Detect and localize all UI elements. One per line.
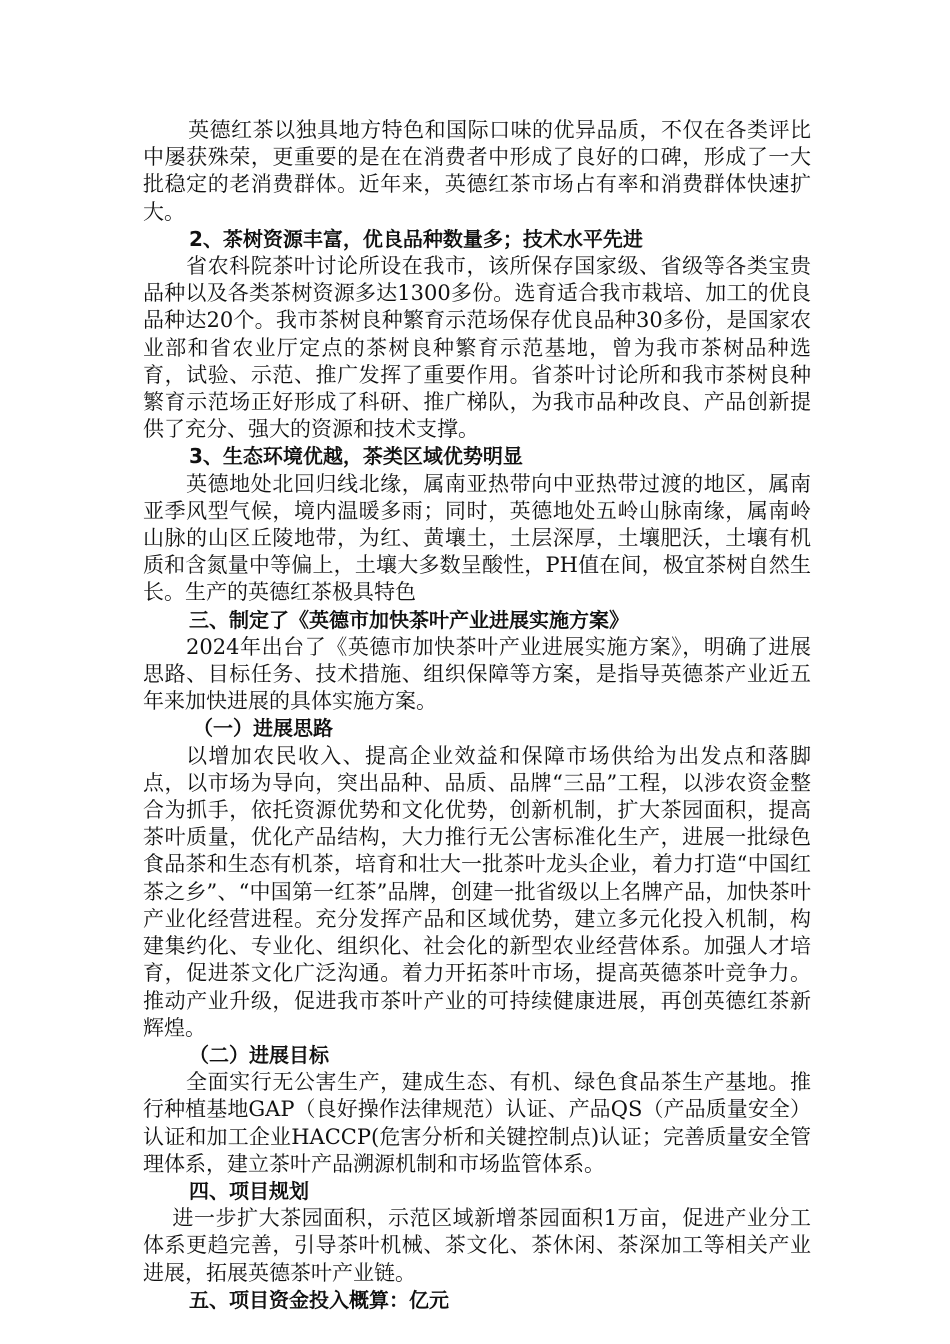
paragraph-development-goals: 全面实行无公害生产，建成生态、有机、绿色食品茶生产基地。推行种植基地GAP（良好操作法律规范）认证、产品QS（产品质量安全）认证和加工企业HACCP(危害分析和关键控制点)认证；完善质量安全管理体系，建立茶叶产品溯源机制和市场监管体系。 <box>143 1070 811 1176</box>
paragraph-project-planning: 进一步扩大茶园面积，示范区域新增茶园面积1万亩，促进产业分工体系更趋完善，引导茶叶机械、茶文化、茶休闲、茶深加工等相关产业进展，拓展英德茶叶产业链。 <box>143 1206 811 1285</box>
heading-investment-estimate: 五、项目资金投入概算：亿元 <box>189 1287 449 1312</box>
paragraph-plan: 2024年出台了《英德市加快茶叶产业进展实施方案》，明确了进展思路、目标任务、技术措施、组织保障等方案，是指导英德茶产业近五年来加快进展的具体实施方案。 <box>143 634 811 714</box>
document-body <box>143 117 811 1314</box>
heading-development-goals: （二）进展目标 <box>189 1042 329 1067</box>
paragraph-ecology: 英德地处北回归线北缘，属南亚热带向中亚热带过渡的地区，属南亚季风型气候，境内温暖多雨；同时，英德地处五岭山脉南缘，属南岭山脉的山区丘陵地带，为红、黄壤土，土层深厚，土壤肥沃，土壤有机质和含氮量中等偏上，土壤大多数呈酸性，PH值在间，极宜茶树自然生长。生产的英德红茶极具特色 <box>143 471 811 605</box>
heading-development-approach: （一）进展思路 <box>193 716 333 741</box>
heading-project-planning: 四、项目规划 <box>189 1178 309 1203</box>
paragraph-development-approach: 以增加农民收入、提高企业效益和保障市场供给为出发点和落脚点，以市场为导向，突出品种、品质、品牌“三品”工程，以涉农资金整合为抓手，依托资源优势和文化优势，创新机制，扩大茶园面积，提高茶叶质量，优化产品结构，大力推行无公害标准化生产，进展一批绿色食品茶和生态有机茶，培育和壮大一批茶叶龙头企业，着力打造“中国红茶之乡”、“中国第一红茶”品牌，创建一批省级以上名牌产品，加快茶叶产业化经营进程。充分发挥产品和区域优势，建立多元化投入机制，构建集约化、专业化、组织化、社会化的新型农业经营体系。加强人才培育，促进茶文化广泛沟通。着力开拓茶叶市场，提高英德茶叶竞争力。推动产业升级，促进我市茶叶产业的可持续健康进展，再创英德红茶新辉煌。 <box>143 743 811 1040</box>
paragraph-reputation: 英德红茶以独具地方特色和国际口味的优异品质，不仅在各类评比中屡获殊荣，更重要的是在在消费者中形成了良好的口碑，形成了一大批稳定的老消费群体。近年来，英德红茶市场占有率和消费群体快速扩大。 <box>143 118 811 224</box>
heading-ecology: 3、生态环境优越，茶类区域优势明显 <box>189 444 523 469</box>
paragraph-tea-resources: 省农科院茶叶讨论所设在我市，该所保存国家级、省级等各类宝贵品种以及各类茶树资源多达1300多份。选育适合我市栽培、加工的优良品种达20个。我市茶树良种繁育示范场保存优良品种30多份，是国家农业部和省农业厅定点的茶树良种繁育示范基地，曾为我市茶树品种选育，试验、示范、推广发挥了重要作用。省茶叶讨论所和我市茶树良种繁育示范场正好形成了科研、推广梯队，为我市品种改良、产品创新提供了充分、强大的资源和技术支撑。 <box>143 254 811 442</box>
heading-tea-resources: 2、茶树资源丰富，优良品种数量多；技术水平先进 <box>189 226 643 251</box>
heading-plan: 三、制定了《英德市加快茶叶产业进展实施方案》 <box>189 607 629 632</box>
